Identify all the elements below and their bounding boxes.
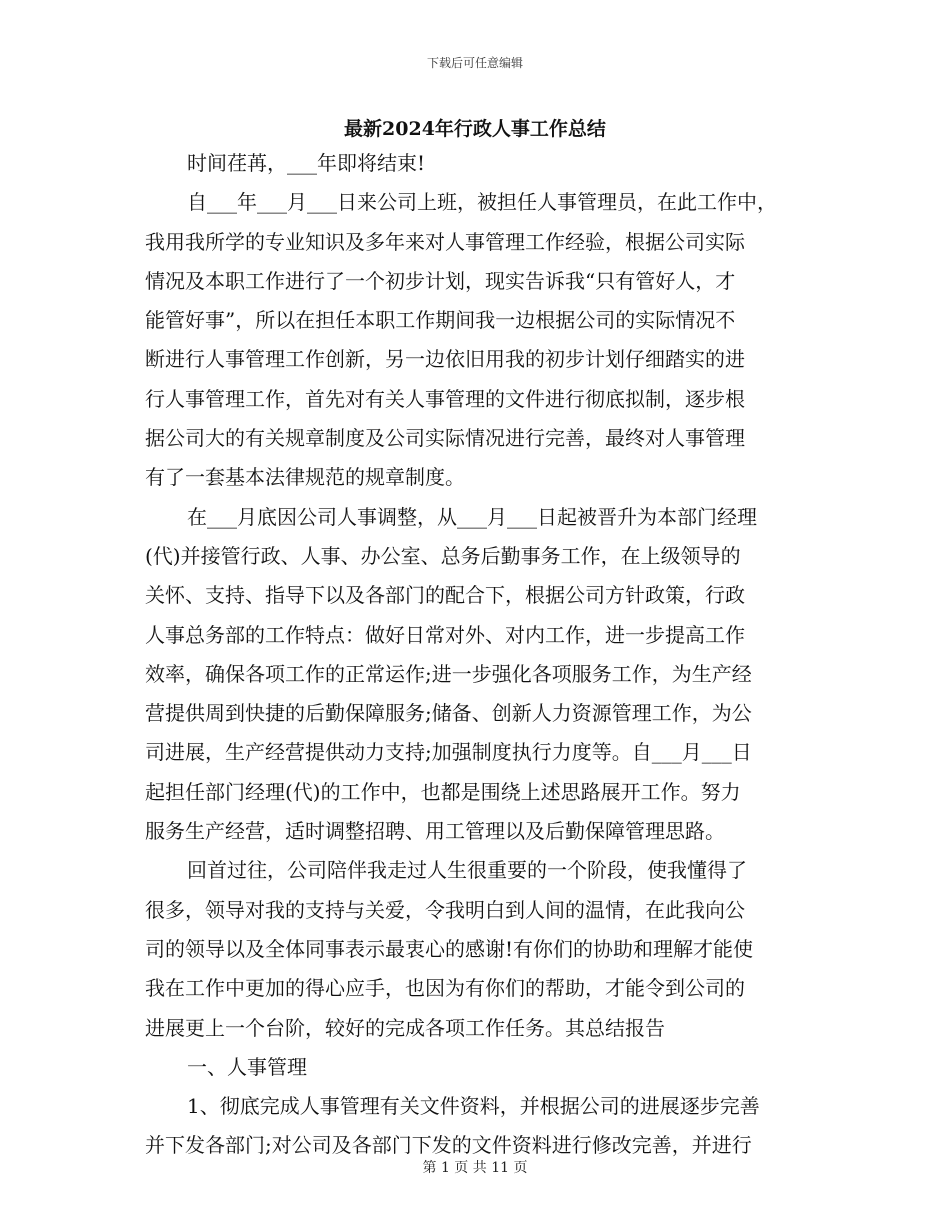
paragraph-line: 关怀、支持、指导下以及各部门的配合下，根据公司方针政策，行政	[145, 583, 745, 608]
paragraph-line: 回首过往，公司陪伴我走过人生很重要的一个阶段，使我懂得了	[187, 858, 747, 883]
paragraph-line: 我在工作中更加的得心应手，也因为有你们的帮助，才能令到公司的	[145, 976, 745, 1001]
paragraph-line: 服务生产经营，适时调整招聘、用工管理以及后勤保障管理思路。	[145, 819, 725, 844]
paragraph-line: 我用我所学的专业知识及多年来对人事管理工作经验，根据公司实际	[145, 229, 745, 254]
paragraph-line: 断进行人事管理工作创新，另一边依旧用我的初步计划仔细踏实的进	[145, 347, 745, 372]
paragraph-line: 有了一套基本法律规范的规章制度。	[145, 465, 465, 490]
section-heading: 一、人事管理	[187, 1054, 307, 1079]
paragraph-line: 能管好事”，所以在担任本职工作期间我一边根据公司的实际情况不	[145, 308, 736, 333]
page-header: 下载后可任意编辑	[426, 56, 523, 70]
document-title: 最新2024年行政人事工作总结	[344, 118, 606, 140]
paragraph-line: 自___年___月___日来公司上班，被担任人事管理员，在此工作中，	[187, 190, 777, 215]
page-footer: 第 1 页 共 11 页	[422, 1160, 528, 1176]
paragraph-line: 司进展，生产经营提供动力支持;加强制度执行力度等。自___月___日	[145, 740, 752, 765]
paragraph-line: 并下发各部门;对公司及各部门下发的文件资料进行修改完善，并进行	[145, 1133, 752, 1158]
paragraph-line: 效率，确保各项工作的正常运作;进一步强化各项服务工作，为生产经	[145, 661, 752, 686]
paragraph-line: 进展更上一个台阶，较好的完成各项工作任务。其总结报告	[145, 1015, 665, 1040]
paragraph-line: 1、彻底完成人事管理有关文件资料，并根据公司的进展逐步完善	[187, 1094, 760, 1119]
paragraph-line: 在___月底因公司人事调整，从___月___日起被晋升为本部门经理	[187, 504, 757, 529]
paragraph-line: 时间荏苒，___年即将结束!	[187, 151, 426, 175]
paragraph-line: 司的领导以及全体同事表示最衷心的感谢!有你们的协助和理解才能使	[145, 936, 754, 961]
paragraph-line: (代)并接管行政、人事、办公室、总务后勤事务工作，在上级领导的	[145, 543, 741, 568]
paragraph-line: 很多，领导对我的支持与关爱，令我明白到人间的温情，在此我向公	[145, 897, 745, 922]
document-body	[145, 144, 825, 1166]
paragraph-line: 行人事管理工作，首先对有关人事管理的文件进行彻底拟制，逐步根	[145, 386, 745, 411]
paragraph-line: 起担任部门经理(代)的工作中，也都是围绕上述思路展开工作。努力	[145, 779, 741, 804]
paragraph-line: 情况及本职工作进行了一个初步计划，现实告诉我“只有管好人，才	[145, 268, 736, 293]
paragraph-line: 人事总务部的工作特点：做好日常对外、对内工作，进一步提高工作	[145, 622, 745, 647]
paragraph-line: 据公司大的有关规章制度及公司实际情况进行完善，最终对人事管理	[145, 426, 745, 451]
paragraph-line: 营提供周到快捷的后勤保障服务;储备、创新人力资源管理工作，为公	[145, 701, 752, 726]
